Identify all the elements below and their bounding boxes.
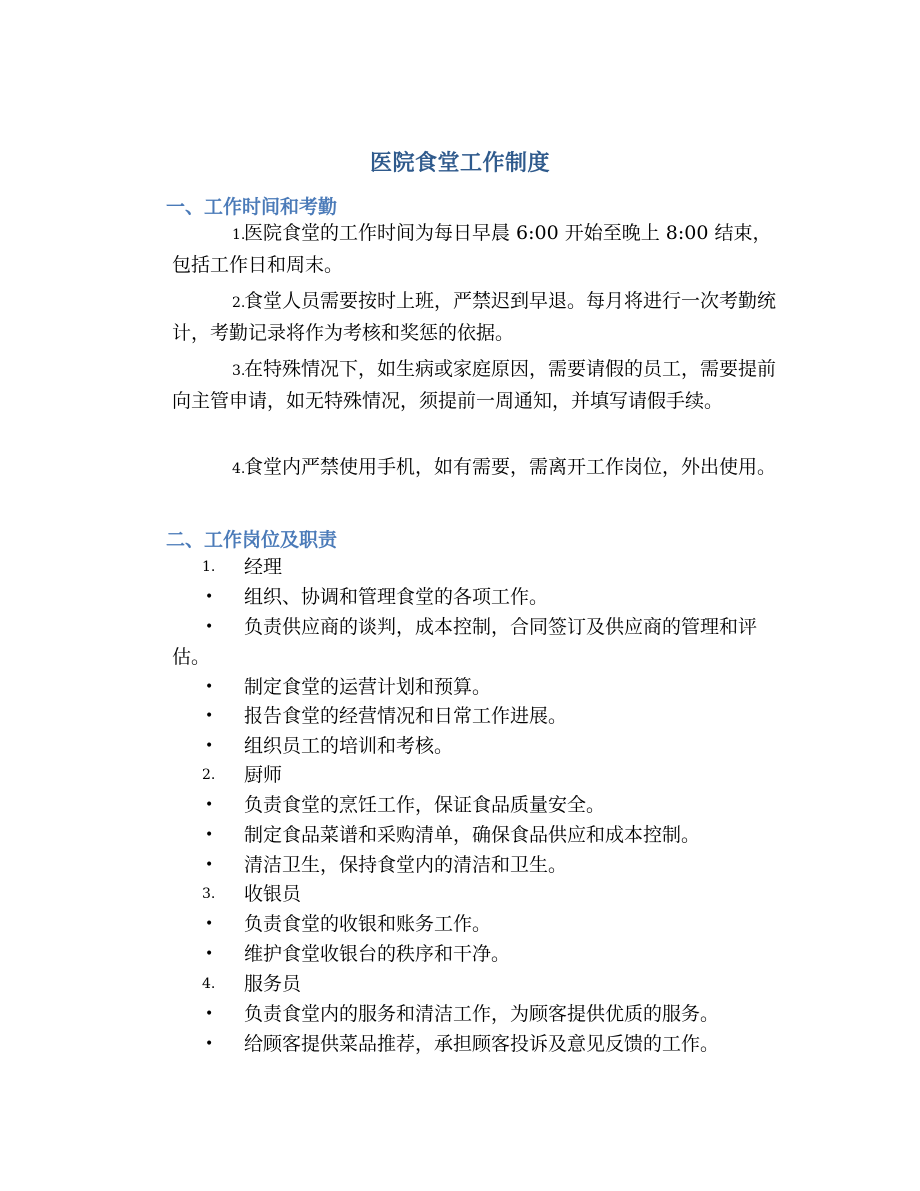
role-name: 厨师 [244, 764, 283, 786]
role-name: 收银员 [244, 883, 302, 905]
bullet-icon: • [205, 1036, 214, 1052]
item-text: 食堂内严禁使用手机，如有需要，需离开工作岗位，外出使用。 [244, 456, 777, 478]
bullet-icon: • [205, 679, 214, 695]
item-text: 食堂人员需要按时上班，严禁迟到早退。每月将进行一次考勤统计，考勤记录将作为考核和奖惩的依据。 [172, 290, 777, 344]
item-text: 在特殊情况下，如生病或家庭原因，需要请假的员工，需要提前向主管申请，如无特殊情况，须提前一周通知，并填写请假手续。 [172, 358, 777, 412]
section-heading-positions: 二、工作岗位及职责 [166, 529, 338, 551]
duty-text: 负责食堂的收银和账务工作。 [244, 913, 492, 935]
duty-text: 制定食堂的运营计划和预算。 [244, 676, 492, 698]
duty-text: 报告食堂的经营情况和日常工作进展。 [244, 705, 568, 727]
duty-text: 维护食堂收银台的秩序和干净。 [244, 943, 511, 965]
role-number: 3. [202, 886, 216, 902]
bullet-icon: • [205, 916, 214, 932]
bullet-icon: • [205, 857, 214, 873]
attendance-item [172, 286, 784, 348]
attendance-item [172, 452, 784, 484]
attendance-item [172, 354, 784, 416]
duty-text: 清洁卫生，保持食堂内的清洁和卫生。 [244, 854, 568, 876]
role-number: 2. [202, 767, 216, 783]
bullet-icon: • [205, 619, 214, 635]
bullet-icon: • [205, 946, 214, 962]
bullet-icon: • [205, 738, 214, 754]
bullet-icon: • [205, 827, 214, 843]
section-heading-attendance: 一、工作时间和考勤 [166, 196, 338, 218]
item-text: 医院食堂的工作时间为每日早晨 6:00 开始至晚上 8:00 结束，包括工作日和周末。 [172, 222, 772, 276]
duty-text: 给顾客提供菜品推荐，承担顾客投诉及意见反馈的工作。 [244, 1033, 720, 1055]
duty-text: 组织、协调和管理食堂的各项工作。 [244, 586, 549, 608]
item-number: 4. [232, 461, 246, 477]
bullet-icon: • [205, 1006, 214, 1022]
role-name: 经理 [244, 556, 283, 578]
document-title: 医院食堂工作制度 [369, 150, 550, 176]
role-number: 1. [202, 559, 216, 575]
attendance-item [172, 218, 784, 280]
role-name: 服务员 [244, 973, 302, 995]
bullet-icon: • [205, 589, 214, 605]
item-number: 1. [232, 227, 246, 243]
duty-text: 负责食堂内的服务和清洁工作，为顾客提供优质的服务。 [244, 1003, 720, 1025]
item-number: 2. [232, 295, 246, 311]
duty-text: 负责供应商的谈判，成本控制，合同签订及供应商的管理和评估。 [172, 616, 758, 668]
duty-text: 制定食品菜谱和采购清单，确保食品供应和成本控制。 [244, 824, 701, 846]
duty-text: 负责食堂的烹饪工作，保证食品质量安全。 [244, 794, 606, 816]
bullet-icon: • [205, 708, 214, 724]
bullet-icon: • [205, 797, 214, 813]
duty-text: 组织员工的培训和考核。 [244, 735, 454, 757]
item-number: 3. [232, 363, 246, 379]
duty-item [172, 612, 784, 672]
role-number: 4. [202, 976, 216, 992]
